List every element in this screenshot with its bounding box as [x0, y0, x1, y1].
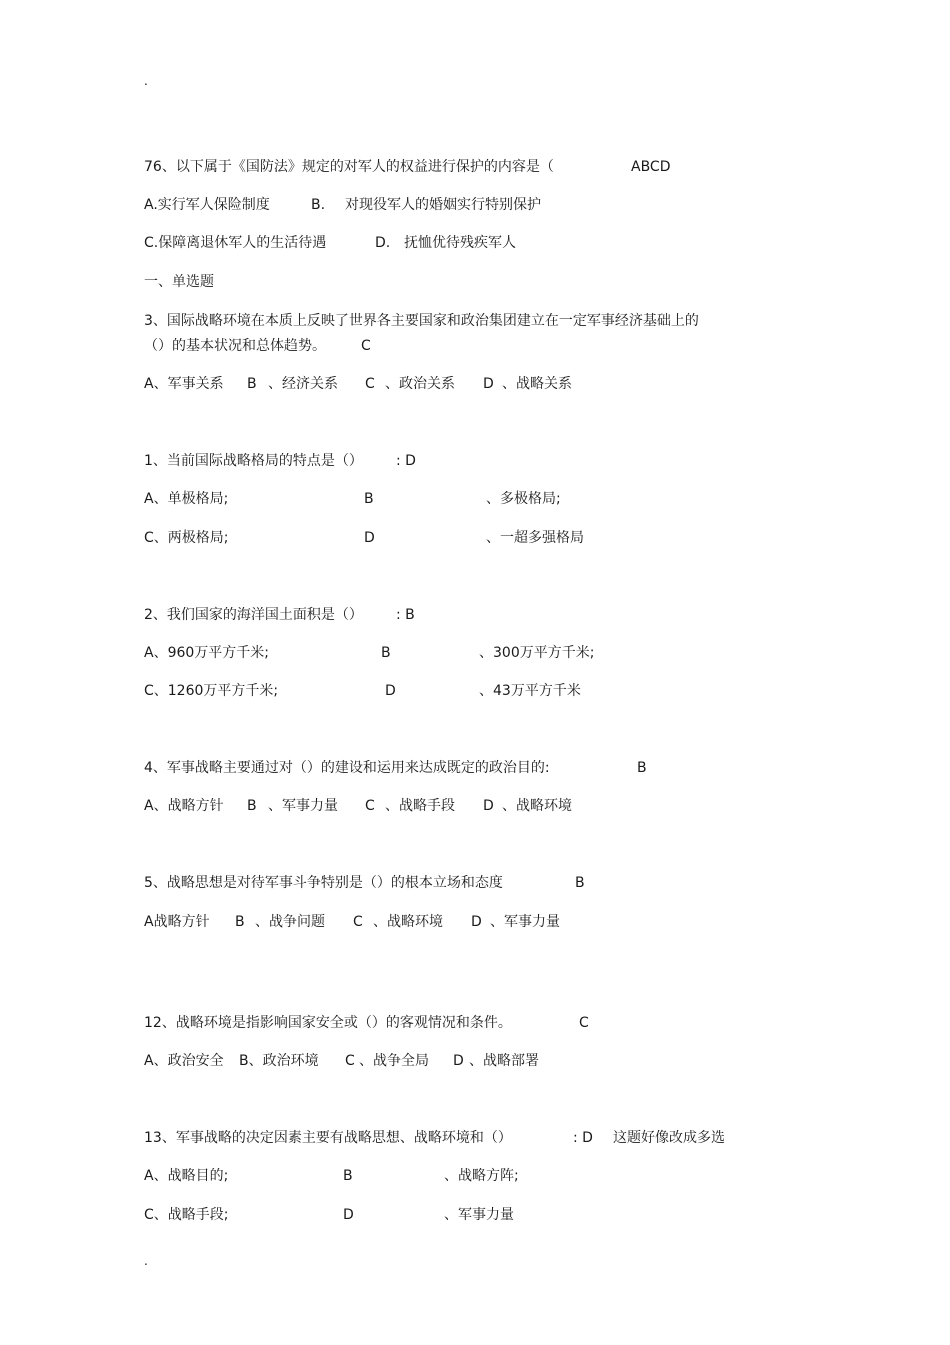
option-d-letter: D. [375, 235, 391, 251]
option-c: C、两极格局; [144, 530, 229, 546]
question-stem: 2、我们国家的海洋国土面积是（） [144, 607, 363, 623]
option-d-text: 抚恤优待残疾军人 [404, 235, 516, 251]
option-d-text: 、战略关系 [502, 376, 572, 392]
question-stem-line-2: （）的基本状况和总体趋势。 [144, 338, 326, 354]
question-stem: 4、军事战略主要通过对（）的建设和运用来达成既定的政治目的: [144, 760, 550, 776]
option-d-text: 、军事力量 [444, 1207, 514, 1223]
option-a: A、政治安全 [144, 1053, 224, 1069]
option-c-letter: C [353, 914, 363, 930]
option-b-letter: B [343, 1168, 353, 1184]
option-a: A战略方针 [144, 914, 210, 930]
option-c-text: 、战争全局 [359, 1053, 429, 1069]
option-d-text: 、战略环境 [502, 798, 572, 814]
question-answer: : B [396, 607, 415, 623]
question-answer: : D [396, 453, 416, 469]
option-d-letter: D [483, 376, 494, 392]
option-b-letter: B [247, 798, 257, 814]
option-d-letter: D [364, 530, 375, 546]
option-b-text: 、战略方阵; [444, 1168, 519, 1184]
question-answer: C [579, 1015, 589, 1031]
option-d-letter: D [483, 798, 494, 814]
option-b-letter: B [235, 914, 245, 930]
question-answer: ABCD [631, 159, 671, 175]
option-a: A、单极格局; [144, 491, 229, 507]
option-c: C、1260万平方千米; [144, 683, 279, 699]
option-d-letter: D [343, 1207, 354, 1223]
option-d-letter: D [453, 1053, 464, 1069]
option-b-letter: B. [311, 197, 326, 213]
question-answer: C [361, 338, 371, 354]
option-c-letter: C [345, 1053, 355, 1069]
option-c-letter: C [365, 376, 375, 392]
question-answer: : D [573, 1130, 593, 1146]
option-b-text: 、多极格局; [486, 491, 561, 507]
option-d-text: 、43万平方千米 [479, 683, 581, 699]
question-stem: 1、当前国际战略格局的特点是（） [144, 453, 363, 469]
option-a: A、960万平方千米; [144, 645, 270, 661]
option-b-letter: B [364, 491, 374, 507]
question-stem: 12、战略环境是指影响国家安全或（）的客观情况和条件。 [144, 1015, 512, 1031]
option-b-text: 、战争问题 [255, 914, 325, 930]
question-stem: 76、以下属于《国防法》规定的对军人的权益进行保护的内容是（ [144, 159, 554, 175]
option-a: A、军事关系 [144, 376, 224, 392]
option-c-letter: C [365, 798, 375, 814]
option-b-text: 对现役军人的婚姻实行特别保护 [345, 197, 541, 213]
question-note: 这题好像改成多选 [613, 1130, 725, 1146]
page-bottom-dot: . [144, 1254, 148, 1268]
section-title: 一、单选题 [144, 274, 214, 290]
option-d-letter: D [385, 683, 396, 699]
option-a: A.实行军人保险制度 [144, 197, 270, 213]
option-b: B、政治环境 [239, 1053, 319, 1069]
question-stem-line-1: 3、国际战略环境在本质上反映了世界各主要国家和政治集团建立在一定军事经济基础上的 [144, 313, 699, 329]
option-b-text: 、300万平方千米; [479, 645, 595, 661]
question-stem: 5、战略思想是对待军事斗争特别是（）的根本立场和态度 [144, 875, 503, 891]
option-d-text: 、军事力量 [490, 914, 560, 930]
option-c: C.保障离退休军人的生活待遇 [144, 235, 327, 251]
question-answer: B [637, 760, 647, 776]
question-answer: B [575, 875, 585, 891]
option-b-text: 、军事力量 [268, 798, 338, 814]
option-a: A、战略方针 [144, 798, 224, 814]
option-d-text: 、一超多强格局 [486, 530, 584, 546]
option-b-letter: B [247, 376, 257, 392]
option-c-text: 、政治关系 [385, 376, 455, 392]
question-stem: 13、军事战略的决定因素主要有战略思想、战略环境和（） [144, 1130, 512, 1146]
option-b-text: 、经济关系 [268, 376, 338, 392]
option-d-letter: D [471, 914, 482, 930]
option-c-text: 、战略手段 [385, 798, 455, 814]
option-d-text: 、战略部署 [469, 1053, 539, 1069]
option-c: C、战略手段; [144, 1207, 229, 1223]
option-a: A、战略目的; [144, 1168, 229, 1184]
option-b-letter: B [381, 645, 391, 661]
option-c-text: 、战略环境 [373, 914, 443, 930]
page-top-dot: . [144, 74, 148, 88]
